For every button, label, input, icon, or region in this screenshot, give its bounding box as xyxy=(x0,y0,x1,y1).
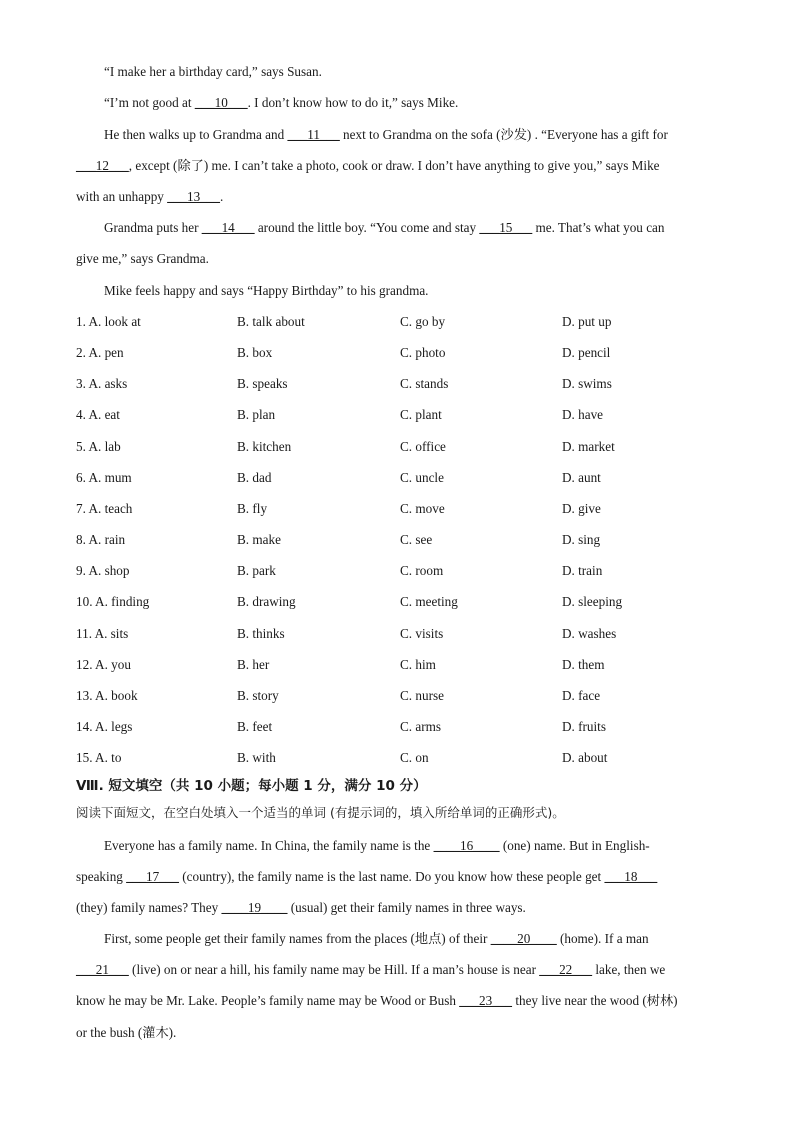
section-heading: Ⅷ. 短文填空（共 10 小题；每小题 1 分，满分 10 分） xyxy=(76,778,427,794)
option-b[interactable]: B. thinks xyxy=(237,625,285,641)
option-c[interactable]: C. uncle xyxy=(400,469,444,485)
option-row xyxy=(76,562,716,580)
passage-line: Grandma puts her ___14___ around the little boy. “You come and stay ___15___ me. That’s what you can xyxy=(104,220,665,235)
option-row xyxy=(76,531,716,549)
passage-line: give me,” says Grandma. xyxy=(76,251,209,266)
section-instruction: 阅读下面短文，在空白处填入一个适当的单词 (有提示词的，填入所给单词的正确形式)。 xyxy=(76,805,565,820)
option-c[interactable]: C. on xyxy=(400,750,429,766)
option-row xyxy=(76,375,716,393)
option-b[interactable]: B. kitchen xyxy=(237,438,292,454)
option-row xyxy=(76,625,716,643)
option-row xyxy=(76,500,716,518)
option-a[interactable]: 9. A. shop xyxy=(76,563,130,579)
blank-23[interactable]: ___23___ xyxy=(459,993,513,1008)
option-row xyxy=(76,718,716,736)
passage-line: speaking ___17___ (country), the family name is the last name. Do you know how these people get ___18___ xyxy=(76,869,658,884)
option-c[interactable]: C. move xyxy=(400,500,445,516)
option-c[interactable]: C. arms xyxy=(400,718,442,734)
passage-line: with an unhappy ___13___. xyxy=(76,189,224,204)
option-b[interactable]: B. story xyxy=(237,687,279,703)
option-b[interactable]: B. box xyxy=(237,345,273,361)
option-a[interactable]: 14. A. legs xyxy=(76,718,133,734)
blank-22[interactable]: ___22___ xyxy=(539,962,593,977)
option-d[interactable]: D. about xyxy=(562,750,608,766)
option-c[interactable]: C. photo xyxy=(400,345,446,361)
option-b[interactable]: B. feet xyxy=(237,718,273,734)
option-a[interactable]: 12. A. you xyxy=(76,656,131,672)
option-a[interactable]: 2. A. pen xyxy=(76,345,124,361)
option-b[interactable]: B. drawing xyxy=(237,594,296,610)
option-d[interactable]: D. pencil xyxy=(562,345,611,361)
option-b[interactable]: B. dad xyxy=(237,469,272,485)
option-d[interactable]: D. washes xyxy=(562,625,617,641)
passage-line: “I make her a birthday card,” says Susan. xyxy=(104,64,322,79)
option-b[interactable]: B. talk about xyxy=(237,314,305,329)
option-b[interactable]: B. speaks xyxy=(237,376,288,392)
option-row xyxy=(76,406,716,424)
passage-line: He then walks up to Grandma and ___11___ next to Grandma on the sofa (沙发) . “Everyone has a gift for xyxy=(104,127,668,142)
passage-line: ___21___ (live) on or near a hill, his family name may be Hill. If a man’s house is near ___22___ lake, then we xyxy=(76,962,666,977)
option-a[interactable]: 11. A. sits xyxy=(76,625,129,641)
option-a[interactable]: 5. A. lab xyxy=(76,438,121,454)
option-c[interactable]: C. visits xyxy=(400,625,444,641)
option-row xyxy=(76,593,716,611)
blank-17[interactable]: ___17___ xyxy=(126,869,179,884)
blank-21[interactable]: ___21___ xyxy=(76,962,129,977)
option-d[interactable]: D. fruits xyxy=(562,718,606,734)
passage-line: First, some people get their family names from the places (地点) of their ____20____ (home). If a man xyxy=(104,931,649,946)
option-c[interactable]: C. see xyxy=(400,532,433,548)
option-d[interactable]: D. sing xyxy=(562,532,601,548)
option-c[interactable]: C. room xyxy=(400,563,444,579)
blank-18[interactable]: ___18___ xyxy=(604,869,658,884)
option-c[interactable]: C. nurse xyxy=(400,687,444,703)
blank-12[interactable]: ___12___ xyxy=(76,158,129,173)
option-row xyxy=(76,687,716,705)
option-c[interactable]: C. office xyxy=(400,438,446,454)
option-row xyxy=(76,469,716,487)
passage-line: “I’m not good at ___10___. I don’t know how to do it,” says Mike. xyxy=(104,95,459,110)
option-d[interactable]: D. them xyxy=(562,656,605,672)
option-a[interactable]: 7. A. teach xyxy=(76,500,133,516)
option-row xyxy=(76,749,716,767)
option-a[interactable]: 1. A. look at xyxy=(76,314,141,329)
blank-19[interactable]: ____19____ xyxy=(221,900,288,915)
option-a[interactable]: 4. A. eat xyxy=(76,407,120,423)
passage-line: ___12___, except (除了) me. I can’t take a photo, cook or draw. I don’t have anything to give you,” says Mike xyxy=(76,158,660,173)
option-a[interactable]: 3. A. asks xyxy=(76,376,128,392)
option-b[interactable]: B. her xyxy=(237,656,270,672)
blank-11[interactable]: ___11___ xyxy=(287,127,340,142)
option-c[interactable]: C. meeting xyxy=(400,594,458,610)
passage-line: (they) family names? They ____19____ (usual) get their family names in three ways. xyxy=(76,900,526,915)
option-b[interactable]: B. make xyxy=(237,532,281,548)
option-c[interactable]: C. plant xyxy=(400,407,442,423)
option-d[interactable]: D. aunt xyxy=(562,469,601,485)
option-d[interactable]: D. train xyxy=(562,563,603,579)
blank-10[interactable]: ___10___ xyxy=(194,95,248,110)
option-b[interactable]: B. park xyxy=(237,563,276,579)
passage-line: know he may be Mr. Lake. People’s family name may be Wood or Bush ___23___ they live near the wood (树林) xyxy=(76,993,678,1008)
option-d[interactable]: D. swims xyxy=(562,376,612,392)
option-c[interactable]: C. him xyxy=(400,656,436,672)
option-row xyxy=(76,656,716,674)
option-b[interactable]: B. with xyxy=(237,750,276,766)
option-c[interactable]: C. go by xyxy=(400,314,446,329)
option-d[interactable]: D. face xyxy=(562,687,601,703)
option-row xyxy=(76,344,716,362)
option-a[interactable]: 6. A. mum xyxy=(76,469,132,485)
option-d[interactable]: D. give xyxy=(562,500,601,516)
option-a[interactable]: 13. A. book xyxy=(76,687,138,703)
option-a[interactable]: 10. A. finding xyxy=(76,594,150,610)
option-b[interactable]: B. plan xyxy=(237,407,276,423)
option-d[interactable]: D. sleeping xyxy=(562,594,623,610)
option-row xyxy=(76,313,716,331)
option-a[interactable]: 8. A. rain xyxy=(76,532,126,548)
option-d[interactable]: D. market xyxy=(562,438,615,454)
option-b[interactable]: B. fly xyxy=(237,500,268,516)
passage-line: or the bush (灌木). xyxy=(76,1025,177,1040)
blank-13[interactable]: ___13___ xyxy=(167,189,220,204)
passage-line: Mike feels happy and says “Happy Birthday” to his grandma. xyxy=(104,283,429,298)
passage-line: Everyone has a family name. In China, the family name is the ____16____ (one) name. But in English- xyxy=(104,838,650,853)
blank-14[interactable]: ___14___ xyxy=(201,220,255,235)
blank-20[interactable]: ____20____ xyxy=(490,931,557,946)
option-a[interactable]: 15. A. to xyxy=(76,750,122,766)
blank-15[interactable]: ___15___ xyxy=(479,220,533,235)
option-c[interactable]: C. stands xyxy=(400,376,449,392)
blank-16[interactable]: ____16____ xyxy=(433,838,500,853)
option-d[interactable]: D. put up xyxy=(562,314,612,329)
option-d[interactable]: D. have xyxy=(562,407,604,423)
option-row xyxy=(76,438,716,456)
